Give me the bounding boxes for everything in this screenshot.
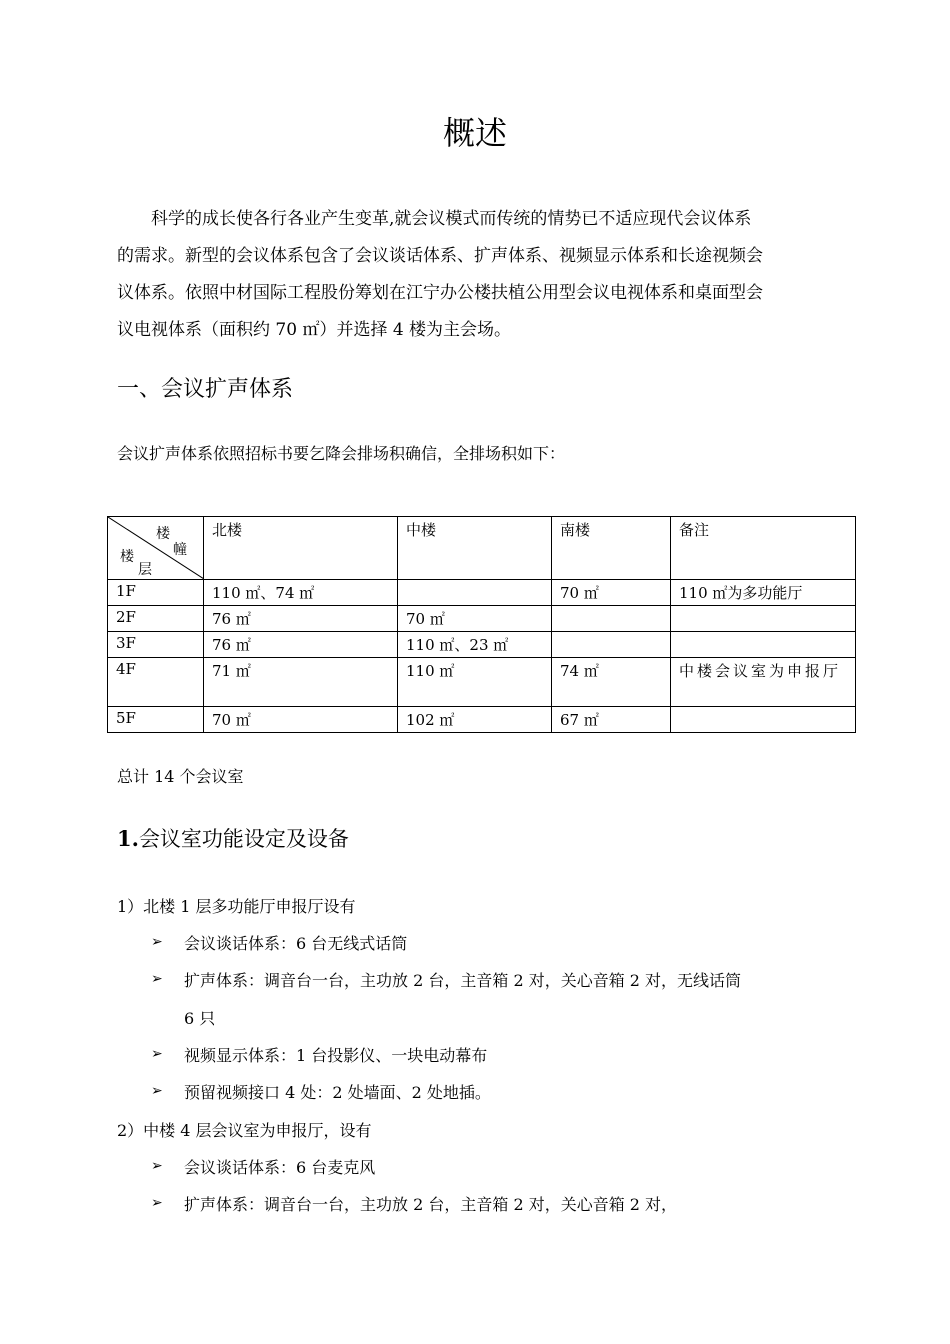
bullet-arrow-icon: ➢	[151, 1195, 163, 1211]
cell-middle: 70 ㎡	[398, 606, 552, 632]
header-middle: 中楼	[398, 517, 552, 580]
bullet-arrow-icon: ➢	[151, 971, 163, 987]
cell-north: 71 ㎡	[204, 658, 398, 707]
section-title: 会议室功能设定及设备	[138, 827, 349, 851]
floor-area-table	[107, 516, 856, 733]
cell-south	[552, 632, 671, 658]
diagonal-corner-cell	[108, 517, 204, 580]
cell-note: 110 ㎡为多功能厅	[671, 580, 856, 606]
header-note: 备注	[671, 517, 856, 580]
bullet-arrow-icon: ➢	[151, 934, 163, 950]
cell-note	[671, 707, 856, 733]
list-item	[151, 1155, 376, 1177]
bullet-arrow-icon: ➢	[151, 1158, 163, 1174]
room-count-summary: 总计 14 个会议室	[117, 767, 244, 786]
list-item	[151, 968, 742, 990]
cell-north: 76 ㎡	[204, 606, 398, 632]
cell-middle	[398, 580, 552, 606]
table-header-row	[108, 517, 856, 580]
table-row	[108, 632, 856, 658]
cell-south: 67 ㎡	[552, 707, 671, 733]
cell-north: 70 ㎡	[204, 707, 398, 733]
cell-note: 中楼会议室为申报厅	[671, 658, 856, 707]
list-item-text: 会议谈话体系：6 台麦克风	[184, 1158, 376, 1177]
cell-floor: 2F	[108, 606, 204, 632]
cell-floor: 5F	[108, 707, 204, 733]
section-heading-functions	[117, 823, 349, 853]
corner-label-building: 楼	[156, 526, 170, 542]
section-heading-audio: 一、会议扩声体系	[117, 377, 294, 402]
bullet-arrow-icon: ➢	[151, 1083, 163, 1099]
table-row	[108, 580, 856, 606]
cell-middle: 110 ㎡	[398, 658, 552, 707]
intro-line-3: 议体系。依照中材国际工程股份筹划在江宁办公楼扶植公用型会议电视体系和桌面型会	[117, 283, 763, 303]
cell-north: 76 ㎡	[204, 632, 398, 658]
intro-line-1: 科学的成长使各行各业产生变革,就会议模式而传统的情势已不适应现代会议体系	[151, 209, 752, 229]
list-item	[151, 1192, 678, 1214]
cell-middle: 102 ㎡	[398, 707, 552, 733]
group-title-middle: 2）中楼 4 层会议室为申报厅，设有	[117, 1121, 372, 1140]
list-item-text: 预留视频接口 4 处：2 处墙面、2 处地插。	[184, 1083, 491, 1102]
intro-line-2: 的需求。新型的会议体系包含了会议谈话体系、扩声体系、视频显示体系和长途视频会	[117, 246, 763, 266]
cell-south: 70 ㎡	[552, 580, 671, 606]
cell-north: 110 ㎡、74 ㎡	[204, 580, 398, 606]
list-item	[151, 1043, 488, 1065]
corner-label-block: 幢	[173, 542, 187, 558]
table-row	[108, 707, 856, 733]
cell-floor: 3F	[108, 632, 204, 658]
list-item	[151, 931, 408, 953]
list-item-text: 扩声体系：调音台一台，主功放 2 台，主音箱 2 对，关心音箱 2 对，无线话筒	[184, 971, 742, 990]
bullet-arrow-icon: ➢	[151, 1046, 163, 1062]
corner-label-level: 层	[138, 562, 152, 578]
list-item-text: 扩声体系：调音台一台，主功放 2 台，主音箱 2 对，关心音箱 2 对，	[184, 1195, 678, 1214]
intro-line-4: 议电视体系（面积约 70 ㎡）并选择 4 楼为主会场。	[117, 320, 512, 340]
cell-south: 74 ㎡	[552, 658, 671, 707]
section-number: 1.	[117, 826, 139, 851]
header-south: 南楼	[552, 517, 671, 580]
cell-note	[671, 632, 856, 658]
document-title: 概述	[442, 114, 507, 152]
table-intro-text: 会议扩声体系依照招标书要乞降会排场积确信，全排场积如下：	[117, 444, 566, 463]
list-item	[151, 1080, 491, 1102]
group-title-north: 1）北楼 1 层多功能厅申报厅设有	[117, 897, 356, 916]
list-item-text: 会议谈话体系：6 台无线式话筒	[184, 934, 408, 953]
table-row	[108, 658, 856, 707]
cell-note	[671, 606, 856, 632]
header-north: 北楼	[204, 517, 398, 580]
cell-middle: 110 ㎡、23 ㎡	[398, 632, 552, 658]
cell-floor: 4F	[108, 658, 204, 707]
cell-floor: 1F	[108, 580, 204, 606]
list-item-text: 视频显示体系：1 台投影仪、一块电动幕布	[184, 1046, 488, 1065]
cell-south	[552, 606, 671, 632]
list-item-continuation: 6 只	[184, 1009, 216, 1028]
table-row	[108, 606, 856, 632]
corner-label-floor: 楼	[120, 549, 134, 565]
